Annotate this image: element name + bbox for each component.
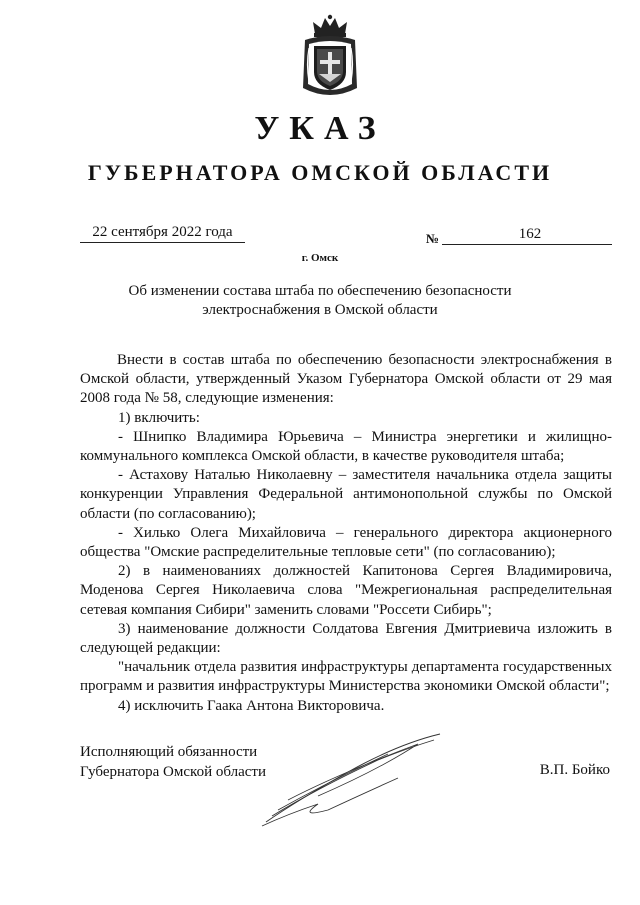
body-paragraph-item-2: 2) в наименованиях должностей Капитонова Сергея Владимировича, Моденова Сергея Николаевича слова "Межрегиональная распределительная сетевая компания Сибири" заменить словами "Россети Сибирь"; bbox=[80, 563, 612, 618]
body-paragraph-item-1c: - Хилько Олега Михайловича – генерального директора акционерного общества "Омские распределительные тепловые сети" (по согласованию); bbox=[80, 524, 612, 561]
body-paragraph-item-1a: - Шнипко Владимира Юрьевича – Министра энергетики и жилищно-коммунального комплекса Омской области, в качестве руководителя штаба; bbox=[80, 428, 612, 465]
body-paragraph-item-1: 1) включить: bbox=[118, 409, 200, 426]
issuer-title: ГУБЕРНАТОРА ОМСКОЙ ОБЛАСТИ bbox=[87, 160, 553, 185]
signatory-position-line-1: Исполняющий обязанности bbox=[80, 744, 258, 760]
subject-line-2: электроснабжения в Омской области bbox=[202, 302, 438, 318]
body-paragraph-item-3-quote: "начальник отдела развития инфраструктуры департамента государственных программ и развития инфраструктуры Министерства экономики Омской области"; bbox=[80, 659, 612, 695]
issue-city: г. Омск bbox=[301, 252, 339, 264]
signatory-position-line-2: Губернатора Омской области bbox=[80, 764, 266, 780]
document-type-title: УКАЗ bbox=[254, 110, 386, 147]
document-date: 22 сентября 2022 года bbox=[80, 224, 245, 243]
number-sign: № bbox=[426, 231, 440, 246]
document-number bbox=[442, 226, 612, 245]
subject-line-1: Об изменении состава штаба по обеспечению безопасности bbox=[128, 283, 512, 299]
handwritten-signature bbox=[258, 730, 448, 830]
body-paragraph-item-1b: - Астахову Наталью Николаевну – заместителя начальника отдела защиты конкуренции Управления Федеральной антимонопольной службы по Омской области (по согласованию); bbox=[80, 467, 612, 522]
document-subject bbox=[120, 282, 520, 320]
body-paragraph-item-3: 3) наименование должности Солдатова Евгения Дмитриевича изложить в следующей редакции: bbox=[80, 620, 612, 657]
signatory-position bbox=[80, 742, 266, 782]
body-paragraph-item-4: 4) исключить Гаака Антона Викторовича. bbox=[118, 697, 385, 714]
body-paragraph-intro: Внести в состав штаба по обеспечению безопасности электроснабжения в Омской области, утвержденный Указом Губернатора Омской области от 29 мая 2008 года № 58, следующие изменения: bbox=[80, 352, 612, 407]
document-body bbox=[80, 351, 612, 716]
signatory-name: В.П. Бойко bbox=[539, 762, 610, 778]
document-number-value: 162 bbox=[518, 226, 542, 242]
coat-of-arms-icon bbox=[299, 14, 361, 100]
